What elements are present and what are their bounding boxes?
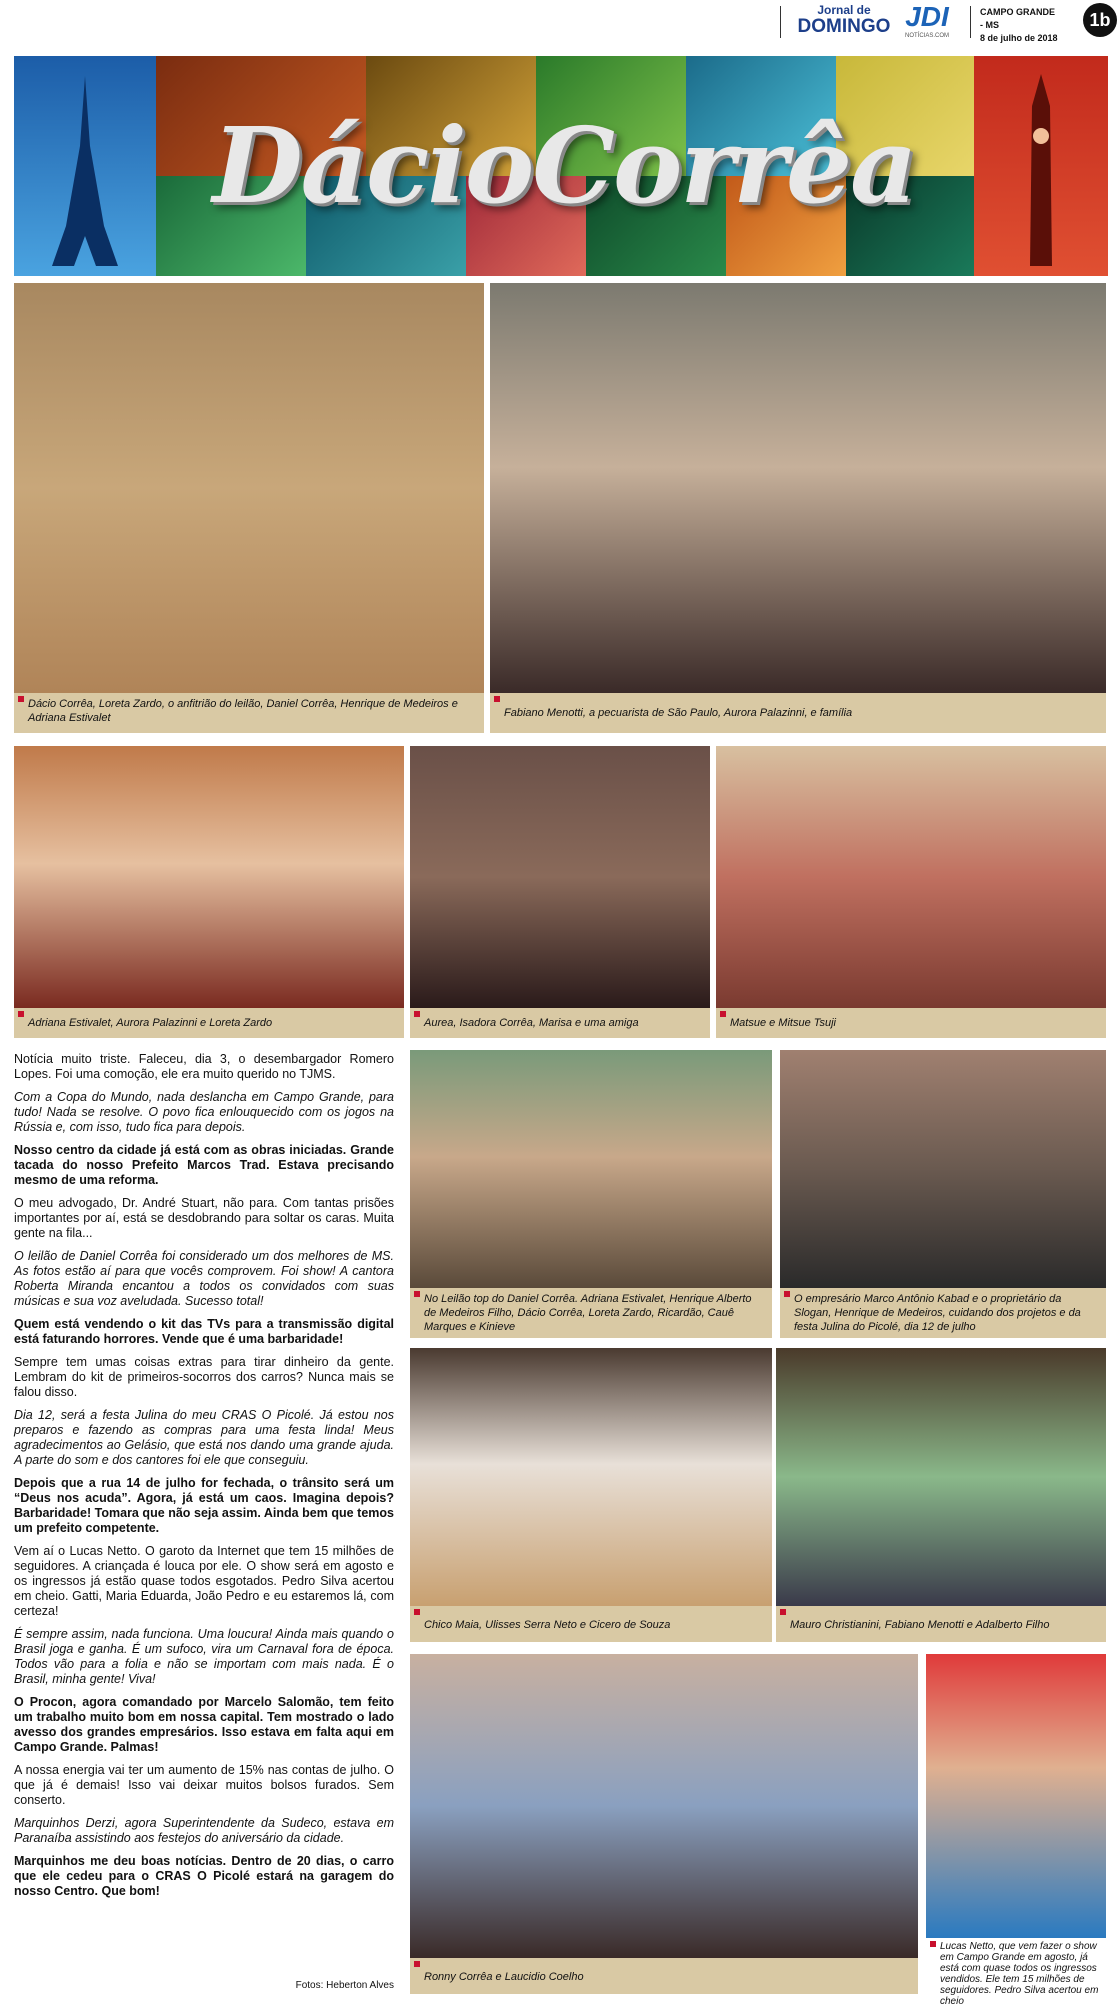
photo-1 xyxy=(14,283,484,733)
photo-5 xyxy=(716,746,1106,1038)
photo-image xyxy=(716,746,1106,1008)
photo-4 xyxy=(410,746,710,1038)
big-ben-icon xyxy=(974,56,1108,276)
edition-date: 8 de julho de 2018 xyxy=(980,33,1058,43)
photo-caption: Ronny Corrêa e Laucidio Coelho xyxy=(410,1958,918,1994)
photo-caption: Mauro Christianini, Fabiano Menotti e Adalberto Filho xyxy=(776,1606,1106,1642)
column-paragraph: Com a Copa do Mundo, nada deslancha em Campo Grande, para tudo! Nada se resolve. O povo fica enlouquecido com os jogos na Rússia e, com isso, tudo fica para depois. xyxy=(14,1090,394,1134)
column-paragraph: Quem está vendendo o kit das TVs para a transmissão digital está faturando horrores. Vende que é uma barbaridade! xyxy=(14,1317,394,1346)
photo-image xyxy=(410,746,710,1008)
photo-caption: O empresário Marco Antônio Kabad e o proprietário da Slogan, Henrique de Medeiros, cuidando dos projetos e da festa Julina do Picolé, dia 12 de julho xyxy=(780,1288,1106,1338)
photo-caption: Adriana Estivalet, Aurora Palazinni e Loreta Zardo xyxy=(14,1008,404,1038)
column-text xyxy=(14,1052,394,1907)
photo-image xyxy=(776,1348,1106,1606)
column-paragraph: Sempre tem umas coisas extras para tirar dinheiro da gente. Lembram do kit de primeiros-socorros dos carros? Nunca mais se falou disso. xyxy=(14,1355,394,1399)
photo-caption: Chico Maia, Ulisses Serra Neto e Cicero de Souza xyxy=(410,1606,772,1642)
eiffel-tower-tile xyxy=(14,56,156,276)
photo-image xyxy=(410,1050,772,1288)
jornal-de-domingo-logo xyxy=(788,4,900,38)
photo-image xyxy=(926,1654,1106,1938)
eiffel-tower-icon xyxy=(14,56,156,276)
column-paragraph: Notícia muito triste. Faleceu, dia 3, o desembargador Romero Lopes. Foi uma comoção, ele era muito querido no TJMS. xyxy=(14,1052,394,1081)
paper-name-line1: Jornal de xyxy=(817,3,871,17)
photo-caption: Fabiano Menotti, a pecuarista de São Paulo, Aurora Palazinni, e família xyxy=(490,693,1106,733)
edition-info xyxy=(980,6,1060,45)
page-number-badge: 1b xyxy=(1083,3,1117,37)
column-banner xyxy=(14,56,1108,276)
column-paragraph: O leilão de Daniel Corrêa foi considerado um dos melhores de MS. As fotos estão aí para que vocês comprovem. Foi show! A cantora Roberta Miranda encantou a todos os convidados com suas músicas e sua voz aveludada. Sucesso total! xyxy=(14,1249,394,1308)
jdi-logo-sub: NOTÍCIAS.COM xyxy=(904,33,949,39)
column-paragraph: O Procon, agora comandado por Marcelo Salomão, tem feito um trabalho muito bom em nossa capital. Tem mostrado o lado avesso dos grandes empresários. Isso estava em falta aqui em Campo Grande. Palmas! xyxy=(14,1695,394,1754)
photo-image xyxy=(780,1050,1106,1288)
column-paragraph: Vem aí o Lucas Netto. O garoto da Internet que tem 15 milhões de seguidores. A criançada é louca por ele. O show será em agosto e os ingressos já estão quase todos esgotados. Pedro Silva acertou em cheio. Gatti, Maria Eduarda, João Pedro e eu estaremos lá, com certeza! xyxy=(14,1544,394,1618)
photo-caption: Lucas Netto, que vem fazer o show em Campo Grande em agosto, já está com quase todos os ingressos vendidos. Ele tem 15 milhões de seguidores. Pedro Silva acertou em cheio xyxy=(926,1938,1106,1994)
column-paragraph: A nossa energia vai ter um aumento de 15% nas contas de julho. O que já é demais! Isso vai deixar muitos bolsos furados. Sem conserto. xyxy=(14,1763,394,1807)
column-title: DácioCorrêa xyxy=(212,104,916,227)
column-paragraph: Dia 12, será a festa Julina do meu CRAS O Picolé. Já estou nos preparos e fazendo as compras para uma festa linda! Meus agradecimentos ao Gelásio, que está nos dando uma grande ajuda. A parte do som e dos cantores foi ele que conseguiu. xyxy=(14,1408,394,1467)
photo-image xyxy=(410,1654,918,1958)
photo-11 xyxy=(926,1654,1106,2007)
photo-caption: No Leilão top do Daniel Corrêa. Adriana Estivalet, Henrique Alberto de Medeiros Filho, Dácio Corrêa, Loreta Zardo, Ricardão, Cauê Marques e Kinieve xyxy=(410,1288,772,1338)
photo-image xyxy=(14,283,484,693)
photo-credit: Fotos: Heberton Alves xyxy=(295,1980,394,1991)
column-paragraph: O meu advogado, Dr. André Stuart, não para. Com tantas prisões importantes por aí, está se desdobrando para soltar os caras. Muita gente na fila... xyxy=(14,1196,394,1240)
column-paragraph: Depois que a rua 14 de julho for fechada, o trânsito será um “Deus nos acuda”. Agora, já está um caos. Imagina depois? Barbaridade! Tomara que não seja assim. Ainda bem que temos um prefeito competente. xyxy=(14,1476,394,1535)
photo-8 xyxy=(410,1348,772,1642)
photo-image xyxy=(14,746,404,1008)
column-paragraph: Marquinhos me deu boas notícias. Dentro de 20 dias, o carro que ele cedeu para o CRAS O Picolé estará na garagem do nosso Centro. Que bom! xyxy=(14,1854,394,1898)
photo-9 xyxy=(776,1348,1106,1642)
jdi-logo xyxy=(904,2,950,40)
jdi-logo-text: JDI xyxy=(905,1,949,32)
column-paragraph: Nosso centro da cidade já está com as obras iniciadas. Grande tacada do nosso Prefeito Marcos Trad. Estava precisando mesmo de uma reforma. xyxy=(14,1143,394,1187)
photo-image xyxy=(490,283,1106,693)
column-paragraph: É sempre assim, nada funciona. Uma loucura! Ainda mais quando o Brasil joga e ganha. É um sufoco, vira um Carnaval fora de época. Todos vão para a folia e não se importam com mais nada. É o Brasil, minha gente! Viva! xyxy=(14,1627,394,1686)
photo-image xyxy=(410,1348,772,1606)
paper-name-line2: DOMINGO xyxy=(797,16,891,37)
big-ben-tile xyxy=(974,56,1108,276)
header-divider xyxy=(780,6,781,38)
page-header xyxy=(0,0,1120,44)
photo-10 xyxy=(410,1654,918,1994)
photo-7 xyxy=(780,1050,1106,1338)
column-paragraph: Marquinhos Derzi, agora Superintendente da Sudeco, estava em Paranaíba assistindo aos festejos do aniversário da cidade. xyxy=(14,1816,394,1845)
photo-caption: Matsue e Mitsue Tsuji xyxy=(716,1008,1106,1038)
city-name: CAMPO GRANDE - MS xyxy=(980,7,1056,30)
photo-2 xyxy=(490,283,1106,733)
photo-caption: Dácio Corrêa, Loreta Zardo, o anfitrião do leilão, Daniel Corrêa, Henrique de Medeiros e Adriana Estivalet xyxy=(14,693,484,733)
photo-caption: Aurea, Isadora Corrêa, Marisa e uma amiga xyxy=(410,1008,710,1038)
header-divider xyxy=(970,6,971,38)
photo-3 xyxy=(14,746,404,1038)
photo-6 xyxy=(410,1050,772,1338)
